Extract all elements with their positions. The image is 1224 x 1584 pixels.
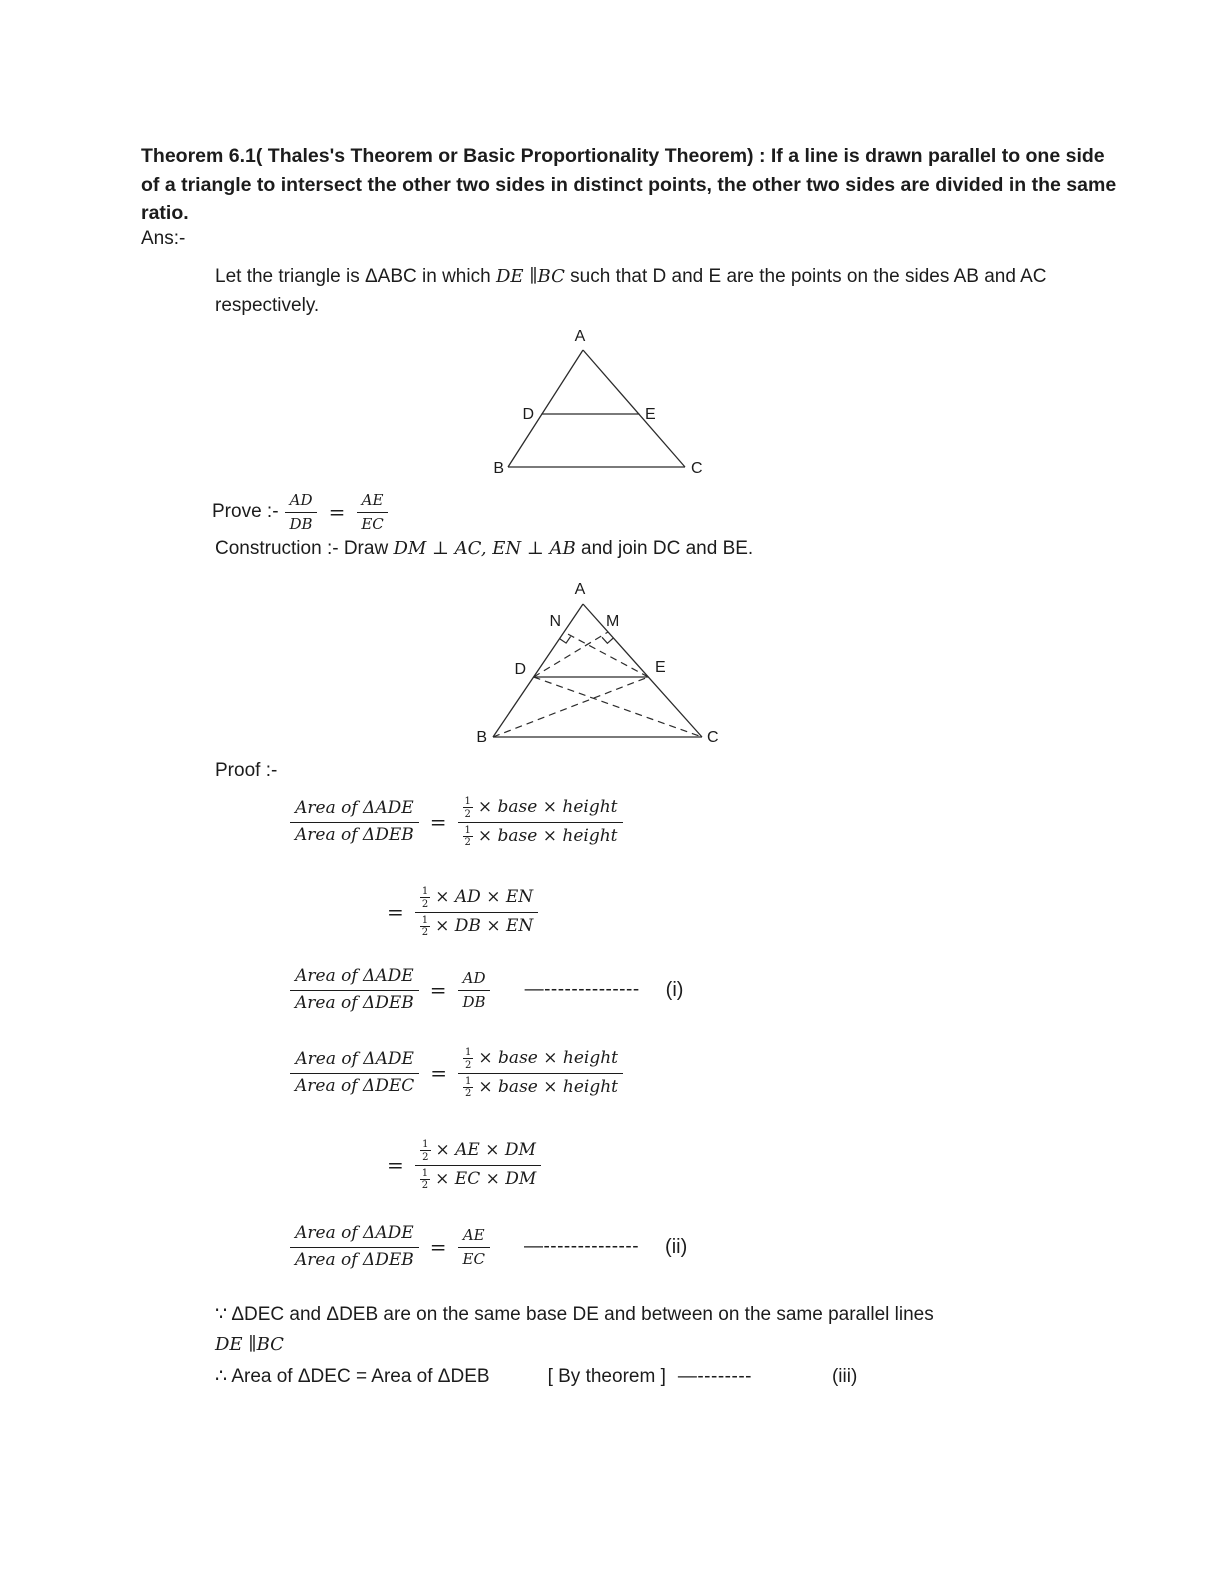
- vertex-label-e: E: [645, 406, 656, 423]
- dash-leader: —--------------: [523, 1236, 640, 1257]
- equation-ae-dm-over-ec-dm: [387, 1135, 541, 1195]
- construction-line: [215, 538, 753, 560]
- therefore-statement: ∴ Area of ΔDEC = Area of ΔDEB: [215, 1366, 490, 1387]
- vertex-label-b: B: [493, 460, 504, 477]
- fraction-base-height: $\frac{1}{2}$ × base × height $\frac{1}{2}$ × base × height: [458, 796, 623, 848]
- equals-sign: =: [429, 978, 447, 1002]
- prove-line: [212, 490, 389, 534]
- triangle-diagram-2: [458, 578, 726, 750]
- equation-i: [290, 965, 683, 1015]
- intro-text-1: Let the triangle is ΔABC in which: [215, 266, 496, 287]
- equals-sign: =: [429, 1235, 447, 1259]
- vertex-label-a: A: [574, 328, 586, 345]
- fraction-area-lhs: $\frac{\text{Area of ΔADE}}{\text{Area of ΔDEB}}$: [290, 966, 419, 1014]
- vertex-label-d: D: [514, 661, 526, 678]
- fraction-area-lhs: $\frac{\text{Area of ΔADE}}{\text{Area of ΔDEB}}$: [290, 798, 419, 846]
- conclusion-therefore-line: [215, 1365, 857, 1388]
- fraction-ae-ec: $\frac{AE}{EC}$: [356, 491, 388, 534]
- equals-sign: =: [387, 1153, 404, 1177]
- foot-label-n: N: [549, 613, 561, 630]
- vertex-label-e: E: [655, 659, 666, 676]
- equation-ad-en-over-db-en: [387, 882, 538, 942]
- equation-area-ratio-adec-bases: [290, 1043, 623, 1103]
- one-half-fraction: $\frac{1}{2}$: [421, 1167, 429, 1191]
- conclusion-de-parallel-bc: DE ∥BC: [215, 1334, 284, 1355]
- one-half-fraction: $\frac{1}{2}$: [464, 824, 471, 848]
- join-dc: [534, 677, 702, 737]
- join-be: [493, 677, 648, 737]
- triangle-diagram-1: [470, 326, 710, 481]
- equation-number-iii: (iii): [831, 1366, 858, 1387]
- fraction-area-lhs: $\frac{\text{Area of ΔADE}}{\text{Area of ΔDEB}}$: [290, 1223, 419, 1271]
- one-half-fraction: $\frac{1}{2}$: [464, 796, 471, 820]
- triangle-edges: [508, 350, 685, 467]
- perpendicular-dm: [534, 632, 608, 677]
- equation-number-i: (i): [665, 978, 684, 1001]
- construction-dashed-lines: [493, 632, 702, 737]
- equals-sign: =: [430, 1061, 448, 1085]
- equation-ii: [290, 1222, 687, 1272]
- fraction-ae-ec: $\frac{AE}{EC}$: [458, 1226, 490, 1269]
- equals-sign: =: [429, 810, 447, 834]
- intro-text-2: such that D and E are the points on the sides AB and AC respectively.: [215, 266, 1047, 316]
- equals-sign: =: [328, 500, 346, 524]
- equation-area-ratio-adeb-bases: [290, 792, 623, 852]
- vertex-label-b: B: [476, 729, 487, 746]
- perpendicular-en: [564, 632, 648, 677]
- right-angle-mark-n: [560, 637, 571, 644]
- fraction-area-lhs: $\frac{\text{Area of ΔADE}}{\text{Area of ΔDEC}}$: [290, 1049, 419, 1097]
- foot-label-m: M: [606, 613, 620, 630]
- construction-text-1: Construction :- Draw: [215, 538, 394, 559]
- dash-leader: —--------------: [524, 979, 640, 1000]
- vertex-label-c: C: [691, 460, 703, 477]
- intro-math-de-parallel-bc: DE ∥BC: [495, 266, 565, 287]
- equation-number-ii: (ii): [665, 1235, 688, 1258]
- one-half-fraction: $\frac{1}{2}$: [422, 1139, 429, 1163]
- equals-sign: =: [387, 900, 404, 924]
- vertex-label-d: D: [522, 406, 534, 423]
- one-half-fraction: $\frac{1}{2}$: [421, 886, 429, 910]
- construction-text-2: and join DC and BE.: [575, 538, 754, 559]
- dash-leader: —--------: [677, 1366, 752, 1387]
- intro-paragraph: [215, 262, 1065, 320]
- by-theorem-note: [ By theorem ]: [547, 1366, 666, 1387]
- theorem-title: Theorem 6.1( Thales's Theorem or Basic Proportionality Theorem) : If a line is drawn parallel to one side of a triangle to intersect the other two sides in distinct points, the other two sides are divided in the same ratio.: [141, 145, 1117, 224]
- proof-label: Proof :-: [215, 760, 278, 781]
- vertex-label-a: A: [574, 581, 586, 598]
- fraction-base-height: $\frac{1}{2}$ × base × height $\frac{1}{2}$ × base × height: [458, 1047, 623, 1099]
- prove-label: Prove :-: [212, 501, 279, 522]
- conclusion-because-line: ∵ ΔDEC and ΔDEB are on the same base DE and between on the same parallel lines: [215, 1304, 934, 1325]
- one-half-fraction: $\frac{1}{2}$: [465, 1047, 472, 1071]
- right-angle-mark-m: [602, 637, 613, 643]
- vertex-label-c: C: [707, 729, 719, 746]
- one-half-fraction: $\frac{1}{2}$: [421, 914, 429, 938]
- fraction-ad-en: $\frac{1}{2}$ × AD × EN $\frac{1}{2}$ × DB × EN: [415, 886, 538, 938]
- fraction-ad-db: $\frac{AD}{DB}$: [285, 491, 318, 534]
- construction-math: DM ⊥ AC, EN ⊥ AB: [393, 538, 576, 559]
- one-half-fraction: $\frac{1}{2}$: [465, 1075, 472, 1099]
- fraction-ad-db: $\frac{AD}{DB}$: [458, 969, 491, 1012]
- fraction-ae-dm: $\frac{1}{2}$ × AE × DM $\frac{1}{2}$ × EC × DM: [415, 1139, 542, 1191]
- answer-label: Ans:-: [141, 228, 186, 249]
